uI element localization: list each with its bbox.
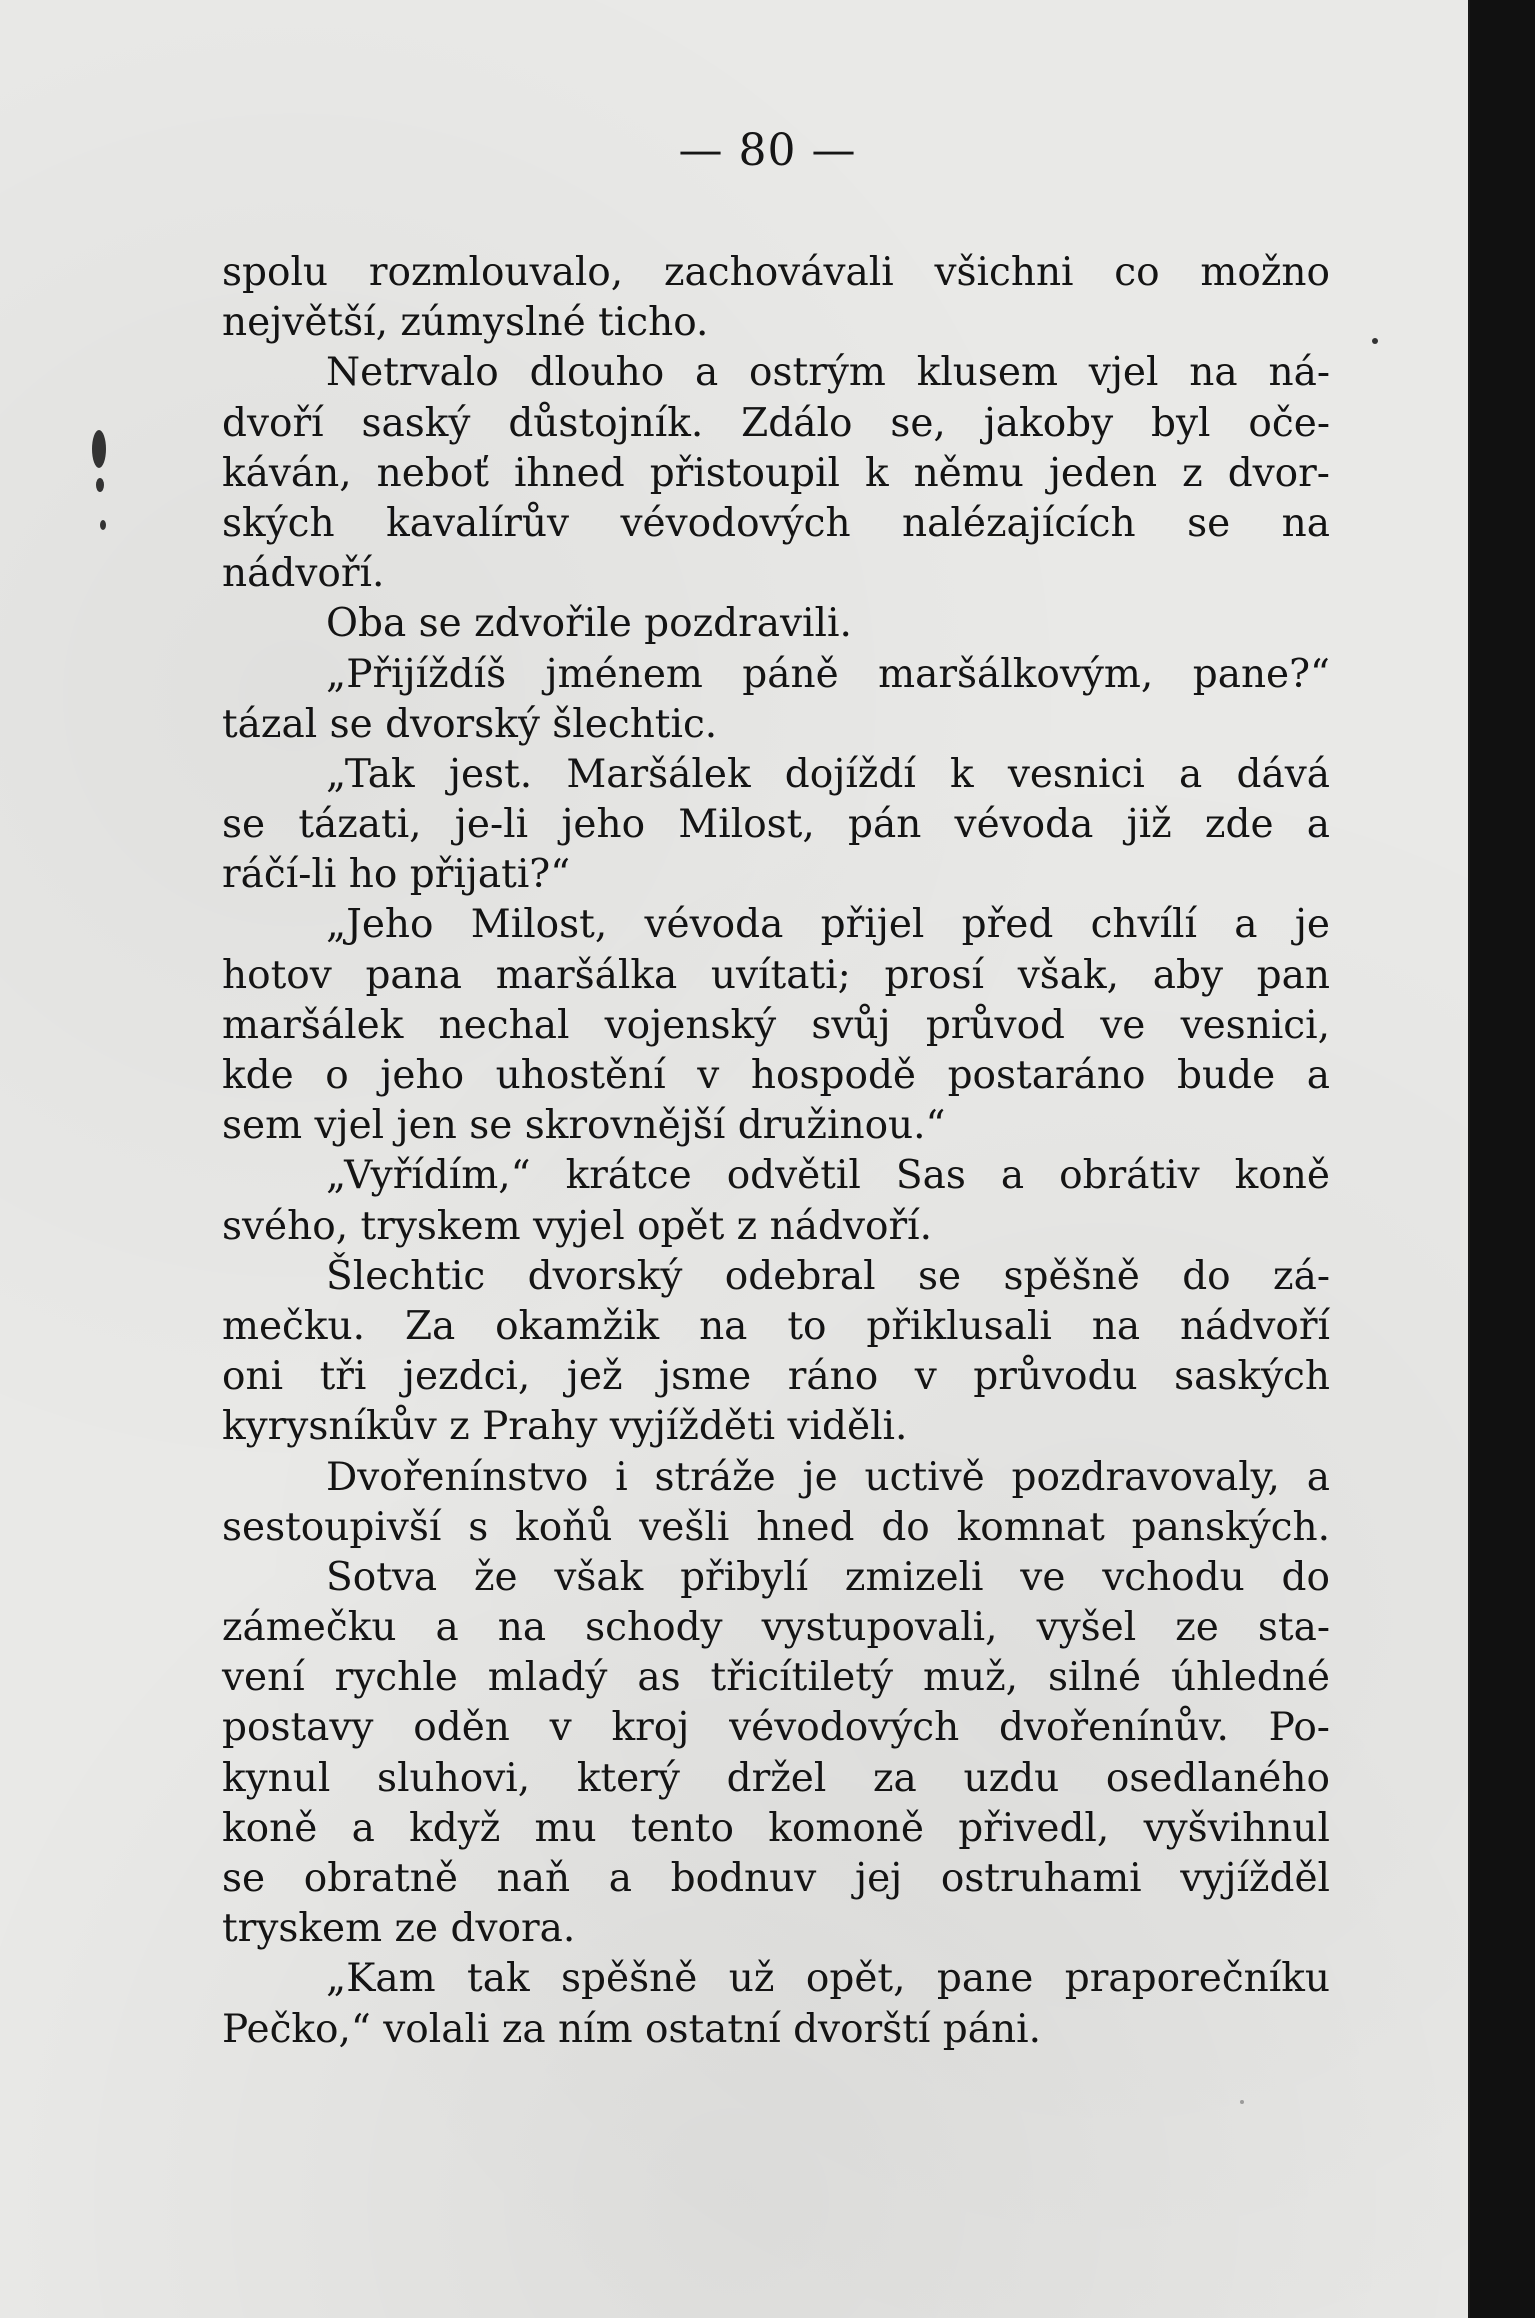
body-text: [222, 248, 1330, 2055]
text-line: dvoří saský důstojník. Zdálo se, jakoby byl oče-: [222, 400, 1330, 446]
text-line: hotov pana maršálka uvítati; prosí však, aby pan: [222, 952, 1330, 998]
text-line: Dvořenínstvo i stráže je uctivě pozdravovaly, a: [326, 1454, 1330, 1500]
scan-edge: [1470, 0, 1535, 2318]
text-line: „Tak jest. Maršálek dojíždí k vesnici a dává: [326, 751, 1330, 797]
text-line: největší, zúmyslné ticho.: [222, 300, 709, 346]
text-line: „Vyřídím,“ krátce odvětil Sas a obrátiv koně: [326, 1153, 1330, 1199]
text-line: Netrvalo dlouho a ostrým klusem vjel na ná-: [326, 350, 1330, 396]
text-line: oni tři jezdci, jež jsme ráno v průvodu saských: [222, 1354, 1330, 1400]
text-line: kyrysníkův z Prahy vyjížděti viděli.: [222, 1404, 908, 1450]
text-line: ráčí-li ho přijati?“: [222, 852, 571, 898]
text-line: spolu rozmlouvalo, zachovávali všichni co možno: [222, 250, 1330, 295]
text-line: Oba se zdvořile pozdravili.: [326, 601, 852, 647]
ink-speck: [1240, 2100, 1244, 2104]
text-line: Sotva že však přibylí zmizeli ve vchodu do: [326, 1554, 1330, 1600]
text-line: „Přijíždíš jménem páně maršálkovým, pane?“: [326, 651, 1330, 697]
text-line: ských kavalírův vévodových nalézajících se na: [222, 500, 1330, 546]
text-line: „Jeho Milost, vévoda přijel před chvílí a je: [326, 902, 1330, 948]
text-line: vení rychle mladý as třicítiletý muž, silné úhledné: [222, 1655, 1330, 1701]
page-number: — 80 —: [678, 125, 857, 176]
text-line: se obratně naň a bodnuv jej ostruhami vyjížděl: [222, 1856, 1330, 1901]
text-line: sestoupivší s koňů vešli hned do komnat panských.: [222, 1504, 1330, 1550]
ink-speck: [100, 520, 106, 530]
ink-speck: [1372, 338, 1378, 344]
text-line: sem vjel jen se skrovnější družinou.“: [222, 1103, 946, 1149]
text-line: maršálek nechal vojenský svůj průvod ve vesnici,: [222, 1002, 1330, 1048]
text-line: Pečko,“ volali za ním ostatní dvorští páni.: [222, 2006, 1041, 2052]
text-line: kynul sluhovi, který držel za uzdu osedlaného: [222, 1755, 1330, 1801]
text-line: nádvoří.: [222, 551, 385, 597]
text-line: postavy oděn v kroj vévodových dvořenínův. Po-: [222, 1705, 1330, 1751]
ink-speck: [92, 430, 106, 468]
text-line: zámečku a na schody vystupovali, vyšel ze sta-: [222, 1605, 1330, 1651]
text-line: tázal se dvorský šlechtic.: [222, 701, 718, 747]
text-line: káván, neboť ihned přistoupil k němu jeden z dvor-: [222, 450, 1330, 496]
text-line: koně a když mu tento komoně přivedl, vyšvihnul: [222, 1805, 1330, 1851]
ink-speck: [96, 478, 104, 492]
text-line: mečku. Za okamžik na to přiklusali na nádvoří: [222, 1303, 1330, 1349]
text-line: tryskem ze dvora.: [222, 1906, 576, 1952]
text-line: svého, tryskem vyjel opět z nádvoří.: [222, 1203, 932, 1249]
text-line: kde o jeho uhostění v hospodě postaráno bude a: [222, 1053, 1330, 1098]
text-line: Šlechtic dvorský odebral se spěšně do zá-: [326, 1253, 1330, 1299]
text-line: „Kam tak spěšně už opět, pane praporečníku: [326, 1956, 1330, 2002]
text-line: se tázati, je-li jeho Milost, pán vévoda již zde a: [222, 802, 1330, 848]
